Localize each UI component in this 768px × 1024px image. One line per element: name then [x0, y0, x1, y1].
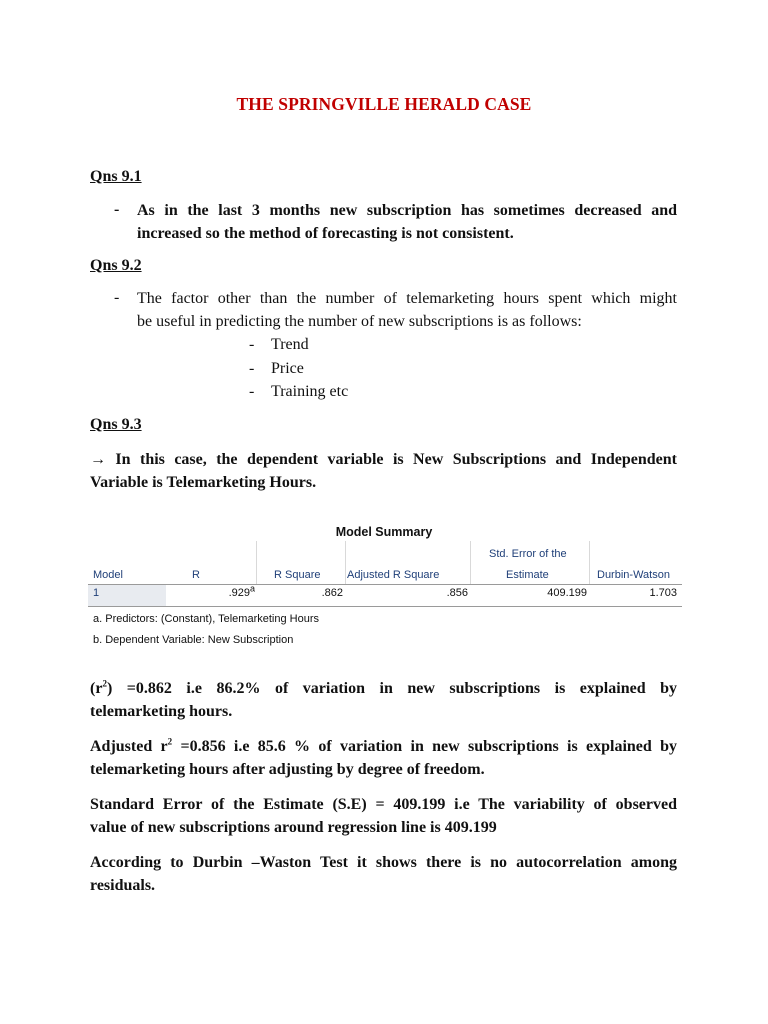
answer-9-2: [137, 287, 677, 333]
header-std-error-bottom: Estimate: [506, 569, 549, 581]
header-r-square: R Square: [274, 569, 321, 581]
question-heading-9-3: Qns 9.3: [90, 416, 142, 433]
r-square-interpretation: $(r^2) =0.862$ i.e 86.2% of variation in new subscriptions is explained by telemarketing hours.: [90, 678, 677, 720]
document-title: THE SPRINGVILLE HERALD CASE: [236, 94, 532, 114]
adjusted-r-square-interpretation: Adjusted $r^2 =0.856$ i.e 85.6 % of variation in new subscriptions is explained by telemarketing hours after adjusting by degree of freedom.: [90, 736, 677, 778]
table-footnote-a: a. Predictors: (Constant), Telemarketing Hours: [93, 613, 319, 625]
answer-line: Variable is Telemarketing Hours.: [90, 474, 317, 491]
bullet-dash: -: [114, 289, 120, 306]
answer-9-1: [137, 199, 677, 245]
column-divider: [470, 541, 471, 584]
answer-line: The factor other than the number of telemarketing hours spent which might: [137, 290, 677, 307]
header-adjusted-r-square: Adjusted R Square: [347, 569, 440, 581]
header-model: Model: [93, 569, 123, 581]
list-item: - Training etc: [249, 383, 349, 400]
cell-r-square: .862: [321, 587, 343, 599]
model-summary-table: [88, 541, 682, 609]
durbin-watson-interpretation: According to Durbin –Waston Test it shows there is no autocorrelation among residuals.: [90, 854, 677, 894]
answer-line: As in the last 3 months new subscription has sometimes decreased and: [137, 202, 677, 219]
factor-list: [249, 333, 348, 404]
answer-line: → In this case, the dependent variable is New Subscriptions and Independent: [90, 451, 677, 468]
header-r: R: [192, 569, 200, 581]
answer-9-3: [90, 448, 677, 494]
answer-line: be useful in predicting the number of new subscriptions is as follows:: [137, 313, 582, 330]
header-std-error-top: Std. Error of the: [489, 548, 567, 560]
bullet-dash: -: [114, 201, 120, 218]
column-divider: [345, 541, 346, 584]
cell-adjusted-r-square: .856: [446, 587, 468, 599]
header-durbin-watson: Durbin-Watson: [597, 569, 670, 581]
answer-line: increased so the method of forecasting is not consistent.: [137, 225, 514, 242]
question-heading-9-2: Qns 9.2: [90, 257, 142, 274]
cell-r: .929$^a$: [228, 583, 255, 599]
column-divider: [256, 541, 257, 584]
table-bottom-rule: [88, 606, 682, 607]
cell-model: 1: [88, 585, 166, 606]
table-title: Model Summary: [335, 525, 433, 539]
list-item: - Trend: [249, 336, 309, 353]
question-heading-9-1: Qns 9.1: [90, 168, 142, 185]
standard-error-interpretation: Standard Error of the Estimate (S.E) = 409.199 i.e The variability of observed value of new subscriptions around regression line is 409.199: [90, 796, 677, 836]
cell-std-error: 409.199: [547, 587, 587, 599]
cell-durbin-watson: 1.703: [649, 587, 677, 599]
list-item: - Price: [249, 359, 304, 377]
table-row: [88, 585, 682, 606]
table-footnote-b: b. Dependent Variable: New Subscription: [93, 634, 294, 646]
column-divider: [589, 541, 590, 584]
